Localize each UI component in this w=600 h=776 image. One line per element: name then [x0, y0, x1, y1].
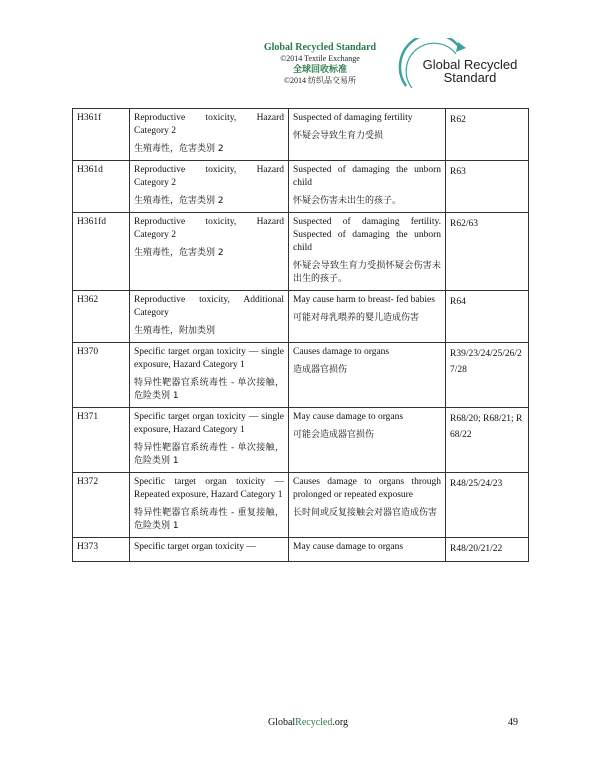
document-header — [240, 42, 400, 86]
hazard-class-cn: 特异性靶器官系统毒性 - 单次接触，危险类别 1 — [134, 443, 284, 466]
hazard-code: H372 — [77, 477, 99, 487]
risk-phrase: R48/20/21/22 — [450, 544, 503, 554]
hazard-statement-cell — [289, 291, 446, 343]
risk-phrase-cell — [446, 213, 529, 291]
hazard-code-cell — [73, 538, 130, 562]
table-row — [73, 161, 529, 213]
hazard-statement-cn: 可能对母乳喂养的婴儿造成伤害 — [293, 313, 420, 323]
risk-phrase: R39/23/24/25/26/27/28 — [450, 349, 522, 375]
hazard-statement: Suspected of damaging fertility. Suspected of damaging the unborn child — [293, 217, 441, 253]
hazard-class-cn: 特异性靶器官系统毒性 - 单次接触，危险类别 1 — [134, 378, 284, 401]
hazard-code-cell — [73, 343, 130, 408]
hazard-statement-cell — [289, 213, 446, 291]
header-title-cn: 全球回收标准 — [292, 64, 347, 74]
hazard-statement: Causes damage to organs — [293, 347, 390, 357]
risk-phrase-cell — [446, 161, 529, 213]
hazard-class-cell — [130, 109, 289, 161]
logo-text-line2: Standard — [443, 70, 497, 85]
risk-phrase-cell — [446, 473, 529, 538]
risk-phrase-cell — [446, 408, 529, 473]
logo-text — [412, 58, 528, 84]
hazard-code-cell — [73, 291, 130, 343]
hazard-statement-cell — [289, 538, 446, 562]
hazard-class: Specific target organ toxicity — single exposure, Hazard Category 1 — [134, 347, 284, 370]
hazard-code: H362 — [77, 295, 99, 305]
table-row — [73, 291, 529, 343]
header-copyright: ©2014 Textile Exchange — [280, 54, 360, 63]
hazard-code: H370 — [77, 347, 99, 357]
hazard-code: H373 — [77, 542, 99, 552]
risk-phrase-cell — [446, 343, 529, 408]
table-row — [73, 343, 529, 408]
hazard-class-cn: 生殖毒性，附加类别 — [134, 326, 216, 336]
header-copyright-cn: ©2014 纺织品交易所 — [283, 76, 357, 85]
hazard-code: H361d — [77, 165, 103, 175]
table-row — [73, 473, 529, 538]
hazard-statement-cn: 长时间或反复接触会对器官造成伤害 — [293, 508, 438, 518]
hazard-class-cell — [130, 343, 289, 408]
table-row — [73, 538, 529, 562]
risk-phrase: R48/25/24/23 — [450, 479, 503, 489]
hazard-statement-cn: 怀疑会伤害未出生的孩子。 — [293, 196, 402, 206]
risk-phrase-cell — [446, 109, 529, 161]
hazard-statement-cn: 可能会造成器官损伤 — [293, 430, 375, 440]
hazard-statement-cell — [289, 161, 446, 213]
footer-website — [258, 717, 358, 728]
table-row — [73, 408, 529, 473]
hazard-statement-cell — [289, 343, 446, 408]
hazard-class-cn: 生殖毒性，危害类别 2 — [134, 196, 224, 206]
hazard-statement: Suspected of damaging the unborn child — [293, 165, 441, 188]
hazard-code-cell — [73, 473, 130, 538]
hazard-class: Reproductive toxicity, Hazard Category 2 — [134, 113, 284, 136]
logo-text-line1: Global Recycled — [422, 57, 518, 72]
hazard-code: H361fd — [77, 217, 107, 227]
hazard-class-cn: 特异性靶器官系统毒性 - 重复接触，危险类别 1 — [134, 508, 284, 531]
page-number: 49 — [508, 717, 518, 728]
hazard-code-cell — [73, 109, 130, 161]
risk-phrase-cell — [446, 538, 529, 562]
hazard-class-cell — [130, 213, 289, 291]
hazard-statement-cn: 造成器官损伤 — [293, 365, 348, 375]
hazard-code-cell — [73, 161, 130, 213]
hazard-class: Specific target organ toxicity — Repeated exposure, Hazard Category 1 — [134, 477, 284, 500]
hazard-statement: May cause damage to organs — [293, 412, 404, 422]
hazard-statement-cn: 怀疑会导致生育力受损 — [293, 131, 384, 141]
risk-phrase: R68/20; R68/21; R68/22 — [450, 414, 523, 440]
hazard-statement: Causes damage to organs through prolonged or repeated exposure — [293, 477, 441, 500]
hazard-class: Specific target organ toxicity — — [134, 542, 257, 552]
hazard-class-cn: 生殖毒性，危害类别 2 — [134, 248, 224, 258]
hazard-statement: Suspected of damaging fertility — [293, 113, 413, 123]
hazard-statement: May cause harm to breast- fed babies — [293, 295, 435, 305]
hazard-statement-cell — [289, 109, 446, 161]
hazard-code-cell — [73, 213, 130, 291]
hazard-class-cn: 生殖毒性，危害类别 2 — [134, 144, 224, 154]
footer-site-accent: Recycled — [295, 717, 333, 728]
grs-logo — [398, 38, 528, 102]
hazard-statement-cell — [289, 473, 446, 538]
hazard-class: Reproductive toxicity, Hazard Category 2 — [134, 217, 284, 240]
hazard-code-cell — [73, 408, 130, 473]
risk-phrase: R64 — [450, 297, 466, 307]
hazard-statement: May cause damage to organs — [293, 542, 404, 552]
header-title: Global Recycled Standard — [263, 42, 377, 53]
risk-phrase: R62 — [450, 115, 466, 125]
hazard-class: Reproductive toxicity, Hazard Category 2 — [134, 165, 284, 188]
hazard-class-cell — [130, 538, 289, 562]
risk-phrase-cell — [446, 291, 529, 343]
hazard-code: H371 — [77, 412, 99, 422]
hazard-class: Specific target organ toxicity — single exposure, Hazard Category 1 — [134, 412, 284, 435]
hazard-table — [72, 108, 529, 562]
table-row — [73, 213, 529, 291]
hazard-class-cell — [130, 291, 289, 343]
footer-site-prefix: Global — [267, 717, 296, 728]
hazard-class-cell — [130, 473, 289, 538]
hazard-class-cell — [130, 161, 289, 213]
risk-phrase: R63 — [450, 167, 466, 177]
risk-phrase: R62/63 — [450, 219, 478, 229]
hazard-table-body — [73, 109, 529, 562]
hazard-code: H361f — [77, 113, 102, 123]
table-row — [73, 109, 529, 161]
hazard-class-cell — [130, 408, 289, 473]
hazard-statement-cell — [289, 408, 446, 473]
hazard-class: Reproductive toxicity, Additional Category — [134, 295, 284, 318]
footer-site-suffix: .org — [332, 717, 349, 728]
hazard-statement-cn: 怀疑会导致生育力受损怀疑会伤害未出生的孩子。 — [293, 261, 441, 284]
